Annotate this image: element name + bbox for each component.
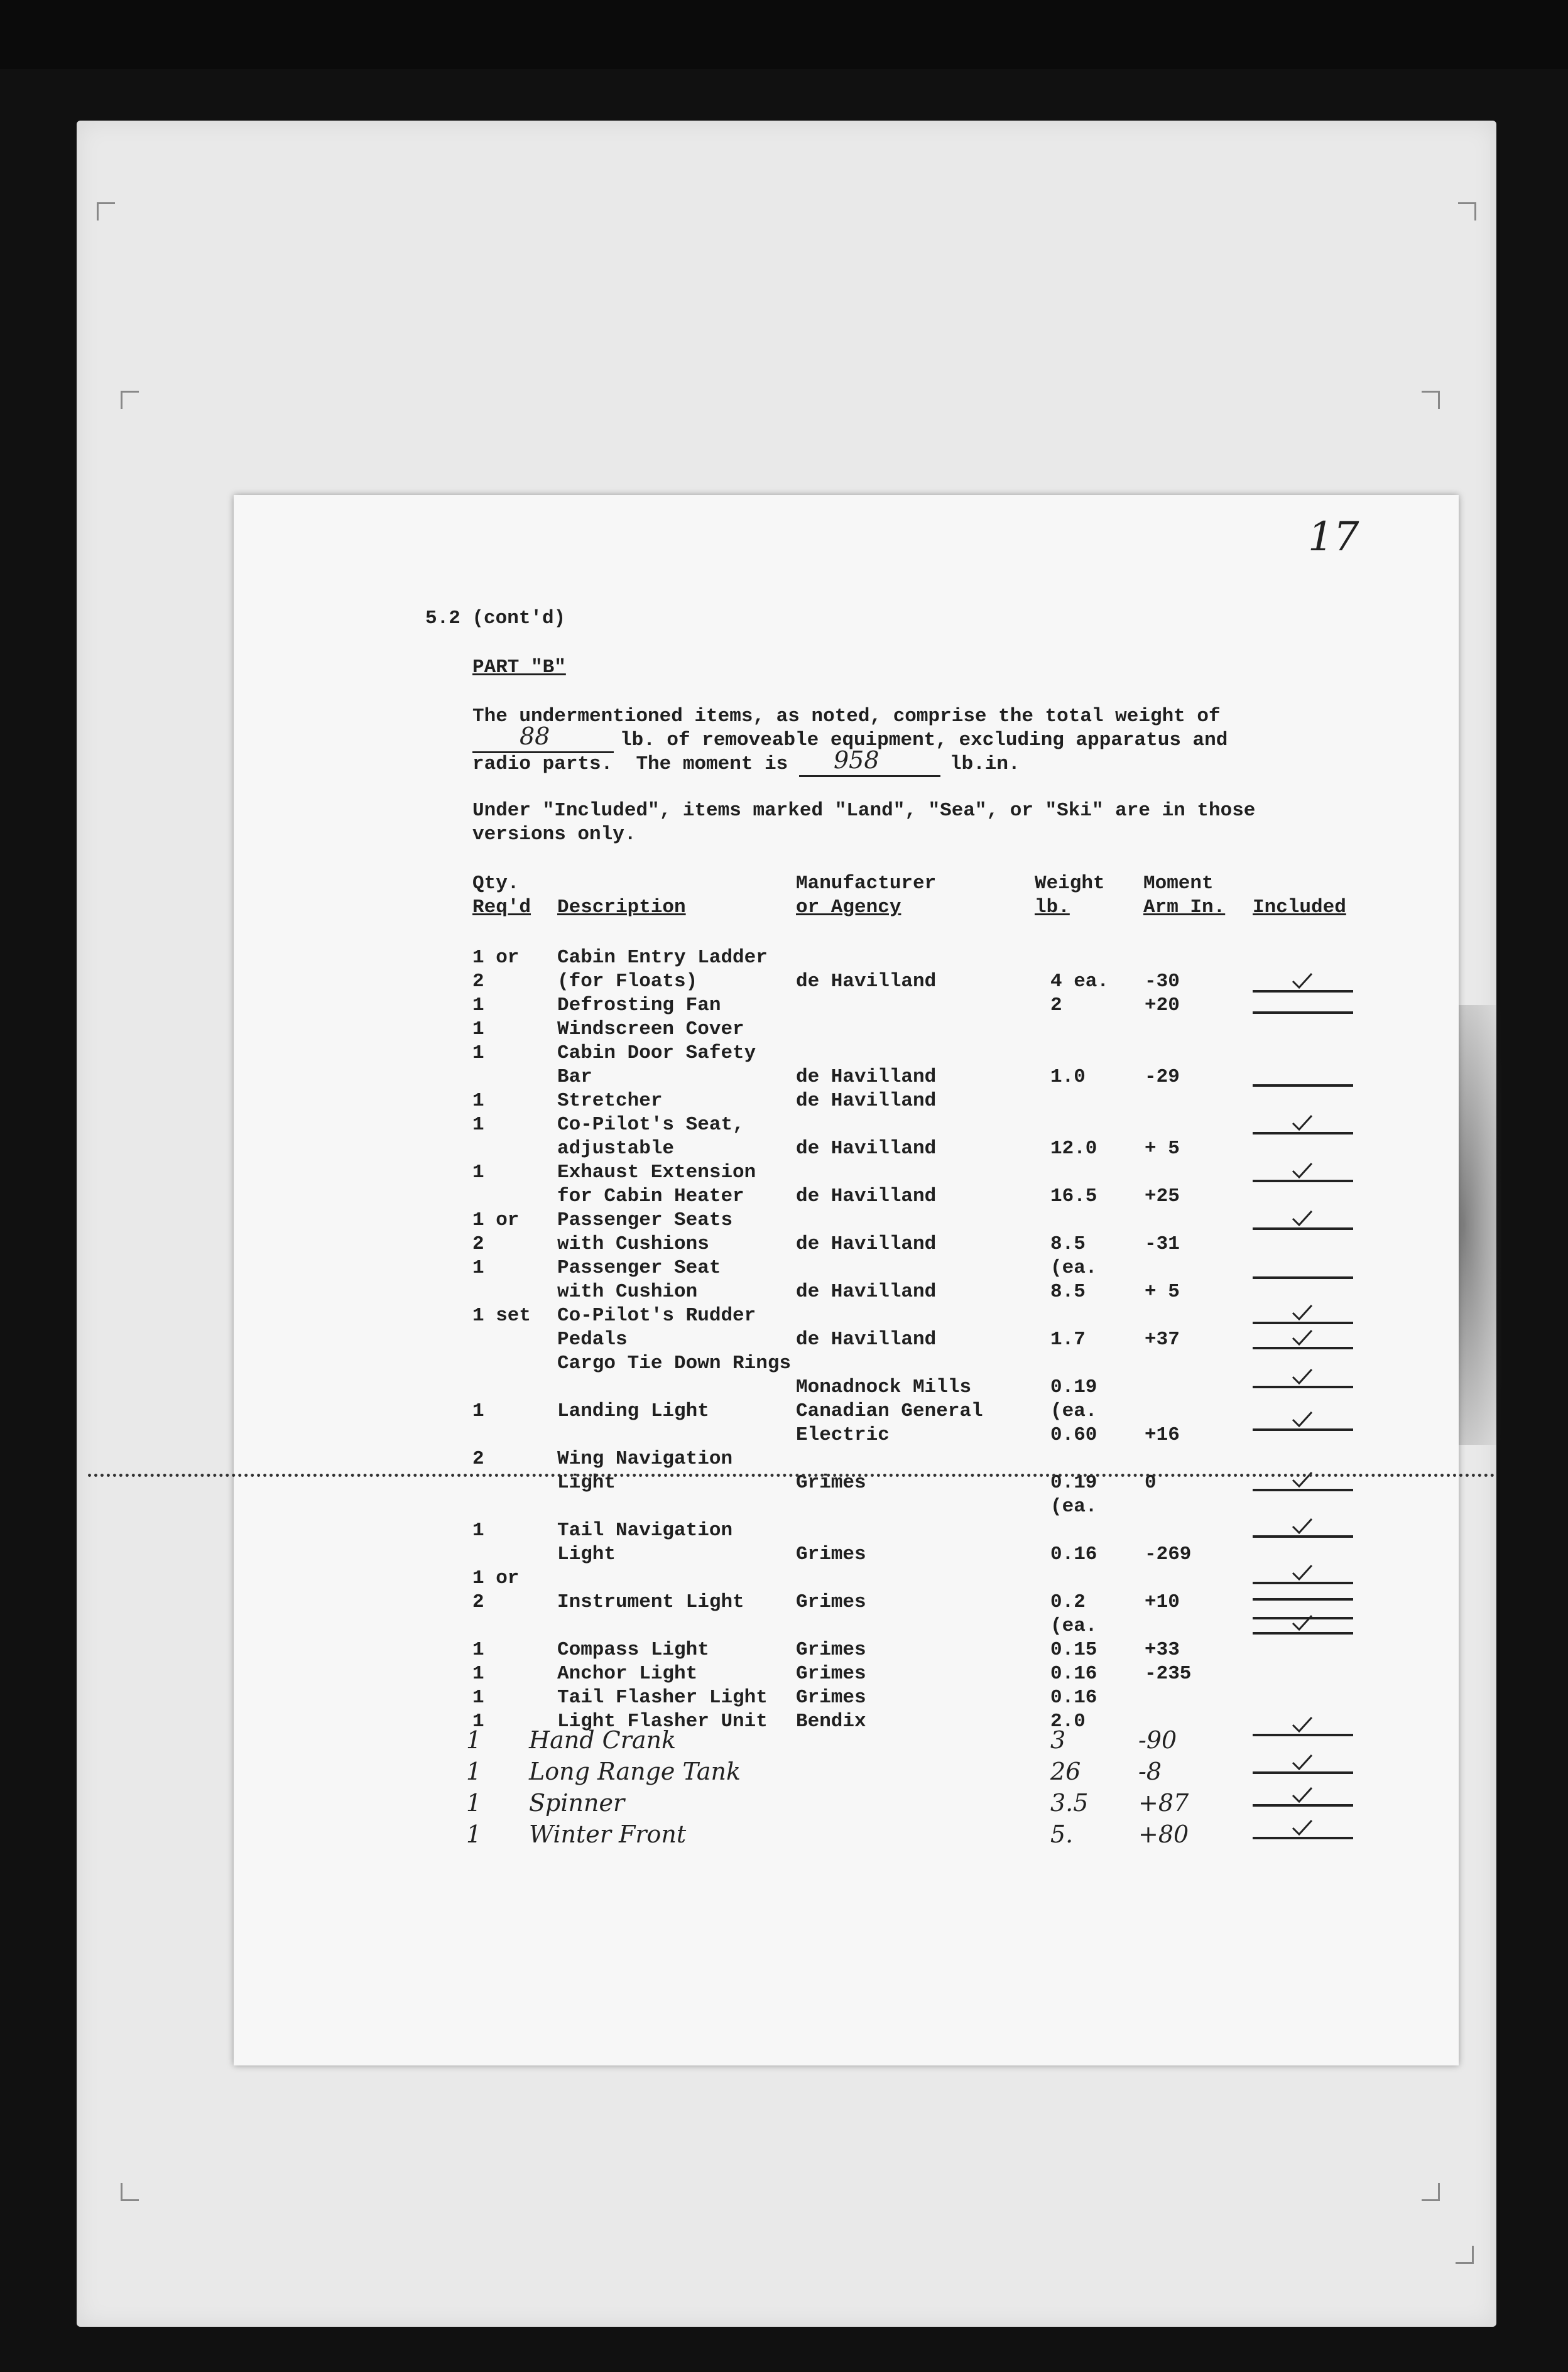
qty-handwritten: 1 [466,1820,482,1848]
desc-cell: Instrument Light [557,1591,744,1613]
registration-mark [1422,2183,1440,2201]
weight-cell: 16.5 [1050,1185,1097,1207]
included-underline [1253,1771,1353,1774]
manufacturer-cell: Grimes [796,1687,866,1709]
desc-cell: Tail Navigation [557,1520,733,1542]
header-moment: Moment [1143,873,1214,895]
check-mark-icon [1292,972,1313,989]
moment-arm-cell: -269 [1145,1543,1192,1565]
qty-handwritten: 1 [466,1758,482,1785]
desc-cell: Exhaust Extension [557,1162,756,1183]
weight-cell: 8.5 [1050,1233,1086,1255]
registration-mark [97,202,115,220]
manufacturer-cell: Grimes [796,1543,866,1565]
qty-cell: 1 [472,1663,484,1685]
desc-cell: Landing Light [557,1400,709,1422]
desc-cell: Defrosting Fan [557,994,721,1016]
qty-handwritten: 1 [466,1789,482,1817]
check-mark-icon [1292,1564,1313,1580]
manufacturer-cell: de Havilland [796,1329,937,1351]
desc-cell: Wing Navigation [557,1448,733,1470]
included-underline [1253,1132,1353,1134]
intro-line-1: The undermentioned items, as noted, comprise the total weight of [472,705,1221,727]
desc-cell: Pedals [557,1329,628,1351]
desc-cell: (for Floats) [557,971,698,993]
moment-arm-cell: -29 [1145,1066,1180,1088]
desc-cell: with Cushions [557,1233,709,1255]
weight-handwritten: 26 [1050,1758,1081,1785]
qty-cell: 1 or [472,947,520,969]
check-mark-icon [1292,1411,1313,1427]
header-arm: Arm In. [1143,896,1226,918]
weight-cell: 0.16 [1050,1663,1097,1685]
desc-cell: Cabin Door Safety [557,1042,756,1064]
weight-cell: (ea. [1050,1257,1097,1279]
intro-line-2: lb. of removeable equipment, excluding apparatus and [620,729,1228,751]
weight-cell: 0.60 [1050,1424,1097,1446]
included-underline [1253,1598,1353,1601]
desc-cell: Co-Pilot's Rudder [557,1305,756,1327]
header-manufacturer: Manufacturer [796,873,937,895]
registration-mark [121,391,139,409]
desc-handwritten: Hand Crank [529,1726,677,1754]
moment-value: 958 [834,746,879,774]
weight-cell: 0.19 [1050,1472,1097,1494]
included-underline [1253,1011,1353,1014]
moment-arm-cell: +20 [1145,994,1180,1016]
desc-cell: adjustable [557,1138,675,1160]
check-mark-icon [1292,1329,1313,1346]
qty-cell: 1 set [472,1305,531,1327]
weight-handwritten: 3 [1050,1726,1066,1754]
included-underline [1253,1428,1353,1431]
moment-arm-cell: +10 [1145,1591,1180,1613]
desc-cell: Light Flasher Unit [557,1711,768,1733]
desc-cell: Cargo Tie Down Rings [557,1352,792,1374]
manufacturer-cell: de Havilland [796,1281,937,1303]
included-underline [1253,1227,1353,1230]
included-underline [1253,1632,1353,1635]
included-underline [1253,1276,1353,1279]
moment-blank [799,775,940,777]
qty-cell: 1 or [472,1209,520,1231]
included-underline [1253,1804,1353,1807]
desc-cell: Windscreen Cover [557,1018,744,1040]
manufacturer-cell: de Havilland [796,1090,937,1112]
moment-arm-handwritten: +87 [1138,1789,1189,1817]
weight-cell: 4 ea. [1050,971,1109,993]
moment-arm-cell: +16 [1145,1424,1180,1446]
weight-cell: 0.2 [1050,1591,1086,1613]
desc-handwritten: Long Range Tank [529,1758,741,1785]
weight-cell: (ea. [1050,1496,1097,1518]
moment-arm-cell: +33 [1145,1639,1180,1661]
check-mark-icon [1292,1787,1313,1803]
weight-handwritten: 3.5 [1050,1789,1089,1817]
desc-cell: Stretcher [557,1090,663,1112]
qty-cell: 1 or [472,1567,520,1589]
moment-arm-cell: -235 [1145,1663,1192,1685]
note-line-1: Under "Included", items marked "Land", "Sea", or "Ski" are in those [472,800,1256,822]
qty-cell: 2 [472,1233,484,1255]
manufacturer-cell: Grimes [796,1591,866,1613]
moment-arm-cell: + 5 [1145,1281,1180,1303]
intro-line-3-end: lb.in. [950,753,1020,775]
included-underline [1253,1084,1353,1087]
desc-cell: Cabin Entry Ladder [557,947,768,969]
weight-cell: 1.7 [1050,1329,1086,1351]
check-mark-icon [1292,1210,1313,1226]
weight-cell: 2 [1050,994,1062,1016]
manufacturer-cell: Grimes [796,1663,866,1685]
check-mark-icon [1292,1716,1313,1733]
qty-cell: 1 [472,1687,484,1709]
document-sheet [234,495,1459,2065]
desc-handwritten: Spinner [529,1789,625,1817]
manufacturer-cell: de Havilland [796,1138,937,1160]
header-included: Included [1253,896,1346,918]
header-agency: or Agency [796,896,901,918]
manufacturer-cell: de Havilland [796,1185,937,1207]
manufacturer-cell: de Havilland [796,971,937,993]
check-mark-icon [1292,1304,1313,1320]
weight-cell: 12.0 [1050,1138,1097,1160]
included-underline [1253,1322,1353,1324]
desc-cell: Co-Pilot's Seat, [557,1114,744,1136]
included-underline [1253,1582,1353,1584]
manufacturer-cell: Grimes [796,1472,866,1494]
header-weight: Weight [1035,873,1105,895]
section-label: 5.2 (cont'd) [425,607,566,629]
header-reqd: Req'd [472,896,531,918]
qty-cell: 2 [472,971,484,993]
header-description: Description [557,896,686,918]
included-underline [1253,1347,1353,1349]
weight-cell: 0.16 [1050,1543,1097,1565]
weight-cell: 0.16 [1050,1687,1097,1709]
manufacturer-cell: Monadnock Mills [796,1376,972,1398]
weight-cell: 2.0 [1050,1711,1086,1733]
check-mark-icon [1292,1162,1313,1178]
desc-cell: Light [557,1543,616,1565]
header-qty: Qty. [472,873,520,895]
included-underline [1253,1734,1353,1736]
check-mark-icon [1292,1368,1313,1385]
check-mark-icon [1292,1518,1313,1534]
desc-cell: for Cabin Heater [557,1185,744,1207]
manufacturer-cell: de Havilland [796,1066,937,1088]
check-mark-icon [1292,1754,1313,1770]
qty-cell: 1 [472,1090,484,1112]
qty-cell: 1 [472,1711,484,1733]
check-mark-icon [1292,1614,1313,1631]
intro-line-3: radio parts. The moment is [472,753,788,775]
fold-line [88,1474,1495,1477]
page-number: 17 [1308,514,1359,560]
registration-mark [1422,391,1440,409]
qty-cell: 1 [472,1520,484,1542]
qty-cell: 1 [472,994,484,1016]
document-content [234,495,1459,2065]
desc-cell: Bar [557,1066,592,1088]
qty-cell: 1 [472,1114,484,1136]
moment-arm-cell: -31 [1145,1233,1180,1255]
included-underline [1253,1489,1353,1491]
manufacturer-cell: Canadian General [796,1400,983,1422]
included-underline [1253,1180,1353,1182]
desc-cell: Anchor Light [557,1663,698,1685]
desc-cell: Compass Light [557,1639,709,1661]
check-mark-icon [1292,1819,1313,1836]
weight-cell: (ea. [1050,1400,1097,1422]
included-underline [1253,1535,1353,1538]
weight-cell: (ea. [1050,1615,1097,1637]
desc-cell: Passenger Seat [557,1257,721,1279]
moment-arm-handwritten: -8 [1138,1758,1162,1785]
manufacturer-cell: Electric [796,1424,890,1446]
desc-handwritten: Winter Front [529,1820,687,1848]
manufacturer-cell: Grimes [796,1639,866,1661]
part-title: PART "B" [472,656,566,678]
desc-cell: Tail Flasher Light [557,1687,768,1709]
qty-cell: 1 [472,1257,484,1279]
qty-cell: 1 [472,1400,484,1422]
qty-cell: 1 [472,1018,484,1040]
qty-cell: 2 [472,1591,484,1613]
moment-arm-cell: +25 [1145,1185,1180,1207]
included-underline [1253,1386,1353,1388]
weight-cell: 0.19 [1050,1376,1097,1398]
registration-mark [1456,2246,1474,2264]
weight-cell: 0.15 [1050,1639,1097,1661]
registration-mark [121,2183,139,2201]
included-underline [1253,1837,1353,1839]
moment-arm-cell: +37 [1145,1329,1180,1351]
registration-mark [1458,202,1476,220]
moment-arm-handwritten: +80 [1138,1820,1189,1848]
desc-cell: Passenger Seats [557,1209,733,1231]
desc-cell: with Cushion [557,1281,698,1303]
manufacturer-cell: de Havilland [796,1233,937,1255]
moment-arm-cell: -30 [1145,971,1180,993]
qty-handwritten: 1 [466,1726,482,1754]
weight-cell: 8.5 [1050,1281,1086,1303]
moment-arm-cell: + 5 [1145,1138,1180,1160]
weight-handwritten: 5. [1050,1820,1074,1848]
film-top-band [0,0,1568,69]
weight-value: 88 [520,722,550,750]
included-underline [1253,990,1353,993]
qty-cell: 1 [472,1162,484,1183]
qty-cell: 1 [472,1042,484,1064]
check-mark-icon [1292,1114,1313,1131]
header-weight-unit: lb. [1035,896,1070,918]
qty-cell: 2 [472,1448,484,1470]
desc-cell: Light [557,1472,616,1494]
moment-arm-cell: 0 [1145,1472,1157,1494]
note-line-2: versions only. [472,824,636,846]
weight-cell: 1.0 [1050,1066,1086,1088]
moment-arm-handwritten: -90 [1138,1726,1177,1754]
manufacturer-cell: Bendix [796,1711,866,1733]
qty-cell: 1 [472,1639,484,1661]
